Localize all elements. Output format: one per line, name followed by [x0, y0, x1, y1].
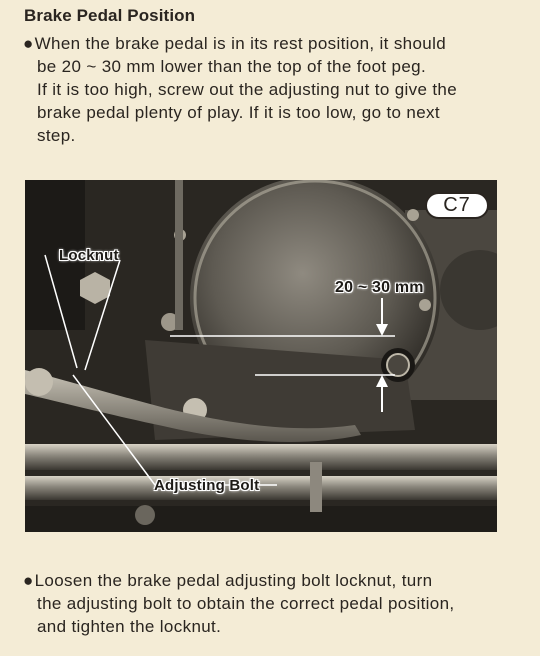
paragraph-line: and tighten the locknut.: [37, 617, 222, 636]
paragraph-line: If it is too high, screw out the adjusting nut to give the: [37, 80, 458, 99]
paragraph-line: the adjusting bolt to obtain the correct pedal position,: [37, 594, 455, 613]
figure-id-badge: C7: [425, 192, 489, 219]
instruction-paragraph-2: [23, 569, 454, 638]
dimension-label: 20 ~ 30 mm: [335, 279, 424, 296]
paragraph-line: ●When the brake pedal is in its rest position, it should: [23, 34, 447, 53]
engine-photo: [25, 180, 497, 532]
adjusting-bolt-label: Adjusting Bolt: [154, 477, 260, 494]
instruction-paragraph-1: [23, 32, 457, 147]
bullet-icon: ●: [23, 571, 34, 590]
paragraph-line: brake pedal plenty of play. If it is too low, go to next: [37, 103, 440, 122]
paragraph-line: step.: [37, 126, 76, 145]
paragraph-line: be 20 ~ 30 mm lower than the top of the foot peg.: [37, 57, 427, 76]
paragraph-line: ●Loosen the brake pedal adjusting bolt locknut, turn: [23, 571, 433, 590]
section-title: Brake Pedal Position: [24, 6, 196, 25]
bullet-icon: ●: [23, 34, 34, 53]
locknut-label: Locknut: [59, 247, 119, 264]
